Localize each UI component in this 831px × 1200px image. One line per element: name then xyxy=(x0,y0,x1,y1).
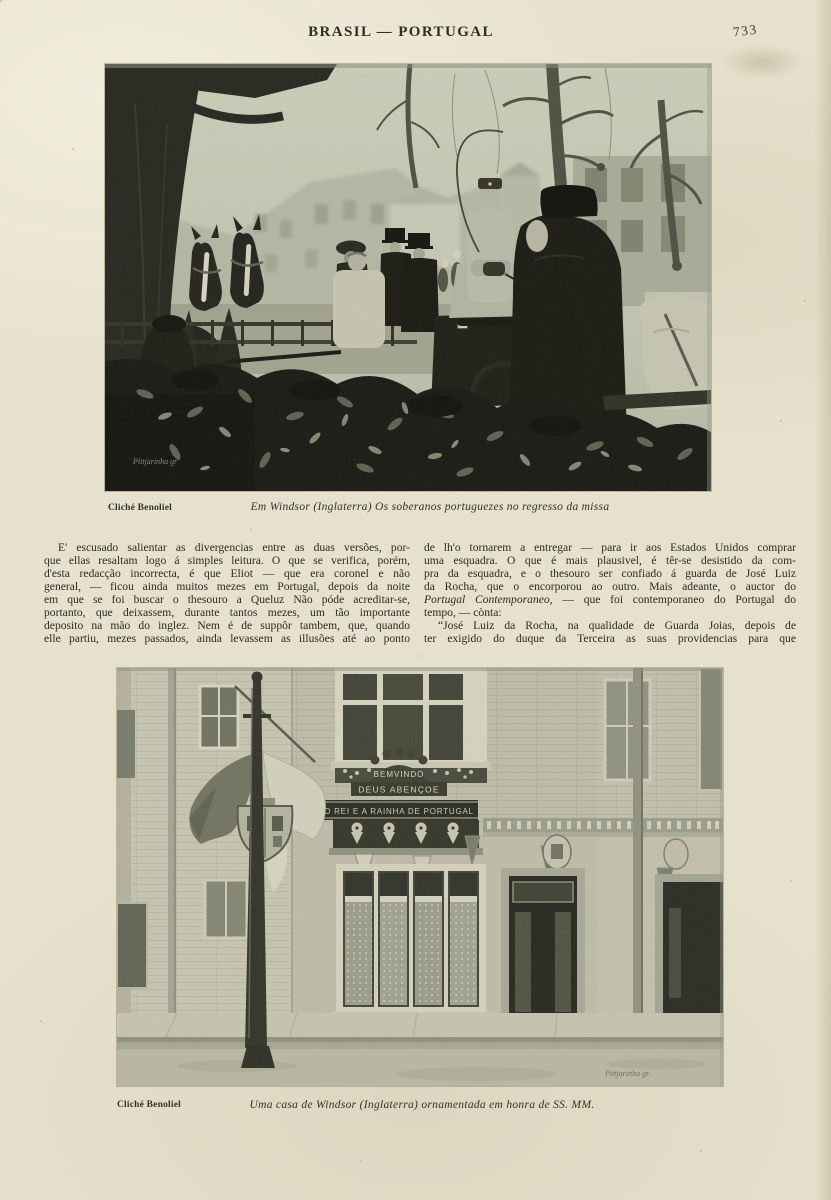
photo-windsor-carriages xyxy=(105,64,711,491)
text-line: Portugal Contemporaneo, — que foi contemporaneo do Portugal do xyxy=(424,593,796,606)
bottom-photo-illustration xyxy=(117,668,723,1086)
page-title: BRASIL — PORTUGAL xyxy=(308,24,494,40)
page-number: 733 xyxy=(732,21,759,40)
text-line: de lh'o tornarem a entregar — para ir aos Estados Unidos comprar xyxy=(424,541,796,554)
halftone-grain-bottom xyxy=(117,668,723,1086)
text-line: uma esquadra. O que é mais plausivel, é têr-se desistido da com- xyxy=(424,554,796,567)
text-line: “José Luiz da Rocha, na qualidade de Guarda Joias, depois de xyxy=(438,619,796,632)
photo-caption-bottom: Uma casa de Windsor (Inglaterra) ornamentada em honra de SS. MM. xyxy=(249,1099,595,1111)
halftone-grain xyxy=(105,64,711,491)
text-line: elle partiu, mezes passados, ainda levassem as illusões até ao ponto xyxy=(44,632,410,645)
photo-credit-top: Cliché Benoliel xyxy=(108,503,172,513)
text-line: pra da esquadra, e o thesouro ser confiado á guarda de José Luiz xyxy=(424,567,796,580)
paper-specks xyxy=(0,0,2,2)
photo-caption-top: Em Windsor (Inglaterra) Os soberanos portuguezes no regresso da missa xyxy=(250,501,610,513)
text-line: general, — ficou ainda muitos mezes em Portugal, depois da noite xyxy=(44,580,410,593)
text-line: E' escusado salientar as divergencias entre as duas versões, por- xyxy=(58,541,410,554)
photo-decorated-house xyxy=(117,668,723,1086)
text-line: d'esta redacção incorrecta, é que Eliot — que era coronel e não xyxy=(44,567,410,580)
text-column-right xyxy=(424,541,796,645)
photo-credit-bottom: Cliché Benoliel xyxy=(117,1100,181,1110)
text-column-left xyxy=(44,541,410,645)
text-line: portanto, que deixassem, durante tantos mezes, um tão importante xyxy=(44,606,410,619)
text-line: em que se foi buscar o thesouro a Queluz Não póde acreditar-se, xyxy=(44,593,410,606)
text-line: deposito na mão do inglez. Nem é de suppôr tambem, que, quando xyxy=(44,619,410,632)
text-line: da Rocha, que o encorporou ao outro. Mais adeante, o auctor do xyxy=(424,580,796,593)
top-photo-illustration xyxy=(105,64,711,491)
text-line: ter exigido do duque da Terceira as suas providencias para que xyxy=(424,632,796,645)
text-line: que ellas resaltam logo á simples leitura. O que se verifica, porém, xyxy=(44,554,410,567)
text-line: tempo, — cònta: xyxy=(424,606,502,619)
